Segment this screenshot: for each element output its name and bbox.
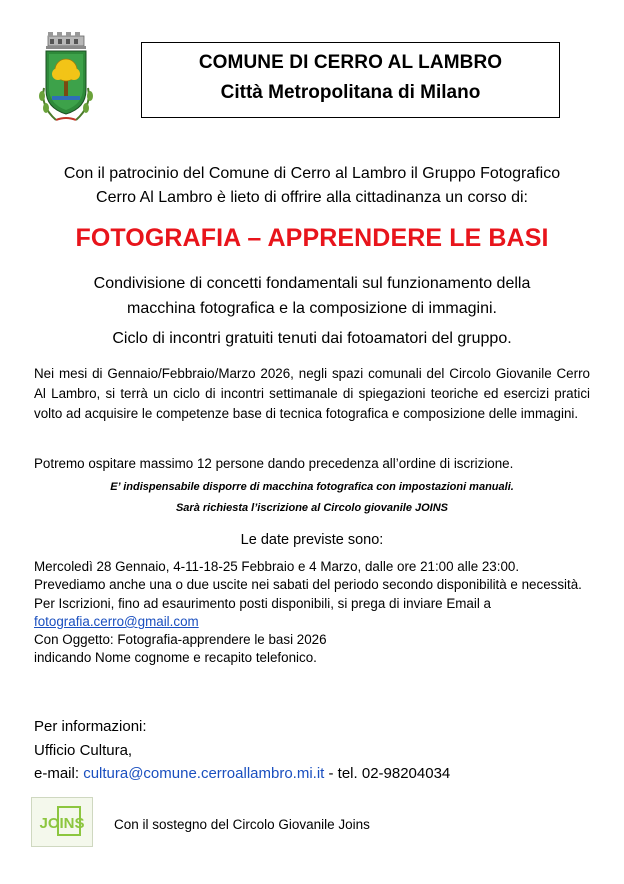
dates-subject: Con Oggetto: Fotografia-apprendere le basi 2026 (34, 632, 327, 648)
membership-note: Sarà richiesta l’iscrizione al Circolo giovanile JOINS (175, 502, 449, 514)
info-contact-line (34, 762, 594, 786)
dates-details: indicando Nome cognome e recapito telefonico. (34, 650, 317, 666)
info-office: Ufficio Cultura, (34, 741, 133, 759)
metropolitan-city: Città Metropolitana di Milano (220, 82, 481, 103)
support-text: Con il sostegno del Circolo Giovanile Joins (114, 817, 370, 832)
municipality-name: COMUNE DI CERRO AL LAMBRO (198, 52, 503, 73)
info-email-link[interactable]: cultura@comune.cerroallambro.mi.it (83, 765, 325, 782)
header-box (141, 42, 560, 118)
shield-icon (46, 51, 86, 114)
dates-schedule: Mercoledì 28 Gennaio, 4-11-18-25 Febbraio e 4 Marzo, dalle ore 21:00 alle 23:00. (34, 559, 520, 574)
info-phone: - tel. 02-98204034 (324, 765, 451, 782)
info-block (34, 715, 594, 786)
dates-outings: Prevediamo anche una o due uscite nei sabati del periodo secondo disponibilità e necessità. (34, 577, 582, 593)
intro-text (0, 162, 624, 210)
joins-logo (31, 797, 93, 847)
registration-email-link[interactable]: fotografia.cerro@gmail.com (34, 613, 199, 629)
dates-registration: Per Iscrizioni, fino ad esaurimento posti disponibili, si prega di inviare Email a (34, 595, 491, 611)
course-description (0, 271, 624, 321)
dates-block (34, 558, 594, 668)
info-email-label: e-mail: (34, 765, 84, 782)
dates-heading: Le date previste sono: (240, 532, 384, 548)
municipal-crest-logo (34, 30, 98, 126)
capacity-paragraph: Potremo ospitare massimo 12 persone dando precedenza all’ordine di iscrizione. (34, 456, 514, 471)
course-title: FOTOGRAFIA – APPRENDERE LE BASI (75, 224, 549, 252)
schedule-paragraph: Nei mesi di Gennaio/Febbraio/Marzo 2026, negli spazi comunali del Circolo Giovanile Cerro Al Lambro, si terrà un ciclo di incontri settimanale di spiegazioni teoriche ed esercizi pratici volto ad acquisire le competenze base di tecnica fotografica e composizione delle immagini. (34, 366, 590, 421)
intro-line-2: Cerro Al Lambro è lieto di offrire alla cittadinanza un corso di: (96, 189, 528, 206)
description-line-1: Condivisione di concetti fondamentali sul funzionamento della (93, 275, 531, 292)
camera-requirement-note: E’ indispensabile disporre di macchina fotografica con impostazioni manuali. (110, 481, 514, 493)
crown-icon (46, 32, 86, 49)
joins-logo-text: JOINS (39, 815, 85, 832)
intro-line-1: Con il patrocinio del Comune di Cerro al Lambro il Gruppo Fotografico (63, 165, 561, 182)
description-line-2: macchina fotografica e la composizione di immagini. (127, 300, 497, 317)
info-heading: Per informazioni: (34, 718, 147, 735)
cycle-text: Ciclo di incontri gratuiti tenuti dai fotoamatori del gruppo. (112, 330, 512, 347)
